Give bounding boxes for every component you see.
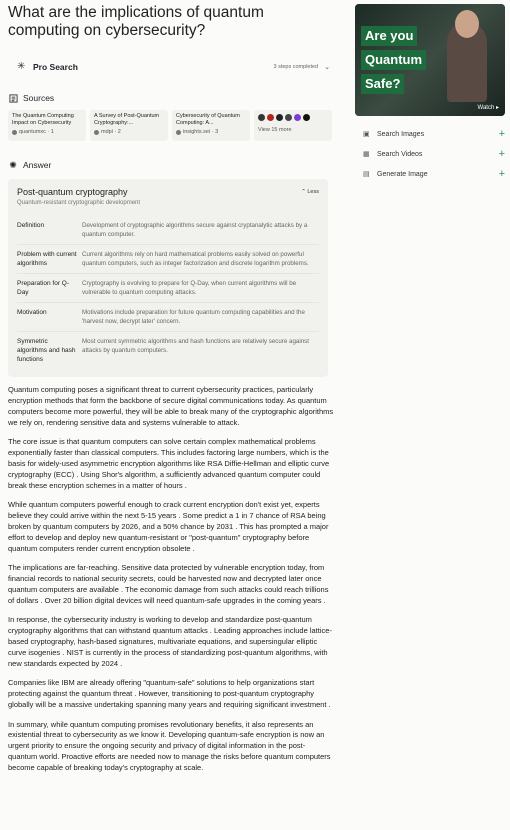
collapse-button[interactable]: ⌃ Less <box>301 189 319 195</box>
answer-paragraph: The core issue is that quantum computers can solve certain complex mathematical problems exponentially faster than classical computers. This includes factoring large numbers, which is the basis for widely-used asymmetric encryption algorithms like RSA Diffie-Hellman and elliptic curve cryptography (ECC) . Using Shor's algorithm, a sufficiently advanced quantum computer could break these encryption schemes in a matter of hours . <box>8 437 330 490</box>
source-title: A Survey of Post-Quantum Cryptography:... <box>94 113 160 126</box>
row-value: Motivations include preparation for future quantum computing capabilities and the 'harvest now, decrypt later' concern. <box>82 309 305 325</box>
generate-image-button[interactable] <box>355 169 505 179</box>
watch-button[interactable] <box>478 104 499 111</box>
video-icon: ▦ <box>363 151 370 158</box>
source-card[interactable] <box>8 110 86 141</box>
video-caption-line: Safe? <box>361 74 404 94</box>
view-more-label: View 15 more <box>258 127 292 133</box>
favicon-icon <box>294 114 301 121</box>
side-panel <box>355 4 505 179</box>
source-title: The Quantum Computing Impact on Cybersecurity <box>12 113 74 126</box>
row-key: Symmetric algorithms and hash functions <box>17 338 76 363</box>
answer-icon: ✺ <box>9 159 17 170</box>
answer-paragraph: In response, the cybersecurity industry is working to develop and standardize post-quantum cryptography algorithms that can withstand quantum attacks . Leading approaches include lattice-based cryptography, hash-based signatures, multivariate equations, and supersingular elliptic curve isogenies . NIST is currently in the process of standardizing post-quantum algorithms, with new standards expected by 2024 . <box>8 615 332 668</box>
row-key: Motivation <box>17 309 47 316</box>
favicon-icon <box>258 114 265 121</box>
row-key: Problem with current algorithms <box>17 251 77 267</box>
image-icon: ▣ <box>363 131 370 138</box>
pro-search-label: Pro Search <box>33 62 78 72</box>
search-videos-button[interactable] <box>355 149 505 159</box>
video-person-head <box>455 10 479 38</box>
source-card[interactable] <box>172 110 250 141</box>
answer-heading <box>8 160 334 170</box>
sources-heading <box>8 93 334 103</box>
row-value: Current algorithms rely on hard mathematical problems easily solved on powerful quantum computers, such as integer factorization and discrete logarithm problems. <box>82 251 309 267</box>
watch-label: Watch <box>477 105 495 111</box>
favicon-icon <box>276 114 283 121</box>
generate-image-icon: ▤ <box>363 171 370 178</box>
answer-paragraph: Quantum computing poses a significant threat to current cybersecurity practices, particularly encryption methods that form the backbone of secure digital communications today. As quantum computers become more powerful, they will be able to break many of the cryptographic algorithms we rely on, rendering sensitive data and systems vulnerable to attack. <box>8 385 334 427</box>
search-images-label: Search Images <box>377 130 425 138</box>
row-key: Definition <box>17 222 45 229</box>
favicon-icon <box>303 114 310 121</box>
video-caption <box>361 26 426 98</box>
card-row <box>17 303 319 332</box>
favicon-icon <box>267 114 274 121</box>
source-meta: insights.sei · 3 <box>183 129 219 135</box>
answer-heading-label: Answer <box>23 160 52 170</box>
sparkle-icon: ✳ <box>17 61 26 72</box>
answer-paragraph: The implications are far-reaching. Sensitive data protected by vulnerable encryption today, from financial records to national security secrets, could be harvested now and decrypted later once quantum computers are available . The economic damage from such attacks could reach trillions of dollars . Over 20 billion digital devices will need quantum-safe upgrades in the coming years . <box>8 563 329 605</box>
favicon-icon <box>285 114 292 121</box>
card-row <box>17 245 319 274</box>
sources-icon <box>8 93 18 103</box>
card-row <box>17 216 319 245</box>
video-thumbnail[interactable] <box>355 4 505 116</box>
source-favicon-icon <box>94 130 99 135</box>
card-row <box>17 274 319 303</box>
plus-icon[interactable]: + <box>498 168 505 180</box>
main-column <box>8 0 334 783</box>
source-favicon-icon <box>176 130 181 135</box>
knowledge-card <box>8 179 328 377</box>
row-key: Preparation for Q-Day <box>17 280 70 296</box>
source-favicon-icon <box>12 130 17 135</box>
video-caption-line: Quantum <box>361 50 426 70</box>
less-label: Less <box>307 189 319 195</box>
steps-completed: 3 steps completed <box>273 64 319 70</box>
plus-icon[interactable]: + <box>498 148 505 160</box>
row-value: Development of cryptographic algorithms secure against cryptanalytic attacks by a quantum computer. <box>82 222 308 238</box>
row-value: Cryptography is evolving to prepare for Q-Day, when current algorithms will be vulnerable to quantum computing attacks. <box>82 280 297 296</box>
search-images-button[interactable] <box>355 129 505 139</box>
source-favicons <box>258 114 328 121</box>
video-caption-line: Are you <box>361 26 417 46</box>
row-value: Most current symmetric algorithms and hash functions are relatively secure against attacks by quantum computers. <box>82 338 309 354</box>
source-card[interactable] <box>90 110 168 141</box>
pro-search-bar[interactable] <box>8 60 334 74</box>
side-actions <box>355 129 505 179</box>
plus-icon[interactable]: + <box>498 128 505 140</box>
source-meta: mdpi · 2 <box>101 129 121 135</box>
sources-list <box>8 110 334 141</box>
source-title: Cybersecurity of Quantum Computing: A... <box>176 113 240 126</box>
answer-paragraph: While quantum computers powerful enough to crack current encryption don't exist yet, experts believe they could arrive within the next 5-15 years . Some predict a 1 in 7 chance of RSA being broken by quantum computers by 2026, and a 50% chance by 2031 . This has prompted a major effort to develop and deploy new quantum-resistant or "post-quantum" cryptography before quantum computers render current encryption obsolete . <box>8 500 329 553</box>
answer-paragraph: In summary, while quantum computing promises revolutionary benefits, it also represents an existential threat to cybersecurity as we know it. Developing quantum-safe encryption is now an urgent priority to ensure the ongoing security and privacy of digital information in the post-quantum world. Proactive efforts are needed now to manage the risks before quantum computers become capable of breaking today's cryptography at scale. <box>8 719 331 773</box>
view-more-sources-button[interactable] <box>254 110 332 141</box>
source-meta: quantumxc · 1 <box>19 129 54 135</box>
answer-body <box>8 385 334 774</box>
generate-image-label: Generate Image <box>377 170 428 178</box>
play-icon: ▸ <box>495 105 499 111</box>
card-rows <box>17 216 319 369</box>
card-title: Post-quantum cryptography <box>17 187 128 197</box>
search-videos-label: Search Videos <box>377 150 423 158</box>
page-title: What are the implications of quantum computing on cybersecurity? <box>8 4 264 39</box>
chevron-down-icon[interactable]: ⌄ <box>324 64 330 71</box>
sources-heading-label: Sources <box>23 93 55 103</box>
answer-paragraph: Companies like IBM are already offering "quantum-safe" solutions to help organizations start protecting against the quantum threat . However, transitioning to post-quantum cryptography globally will be a massive undertaking spanning many years and requiring significant investment . <box>8 678 331 710</box>
card-subtitle: Quantum-resistant cryptographic development <box>17 200 141 206</box>
card-row <box>17 332 319 369</box>
